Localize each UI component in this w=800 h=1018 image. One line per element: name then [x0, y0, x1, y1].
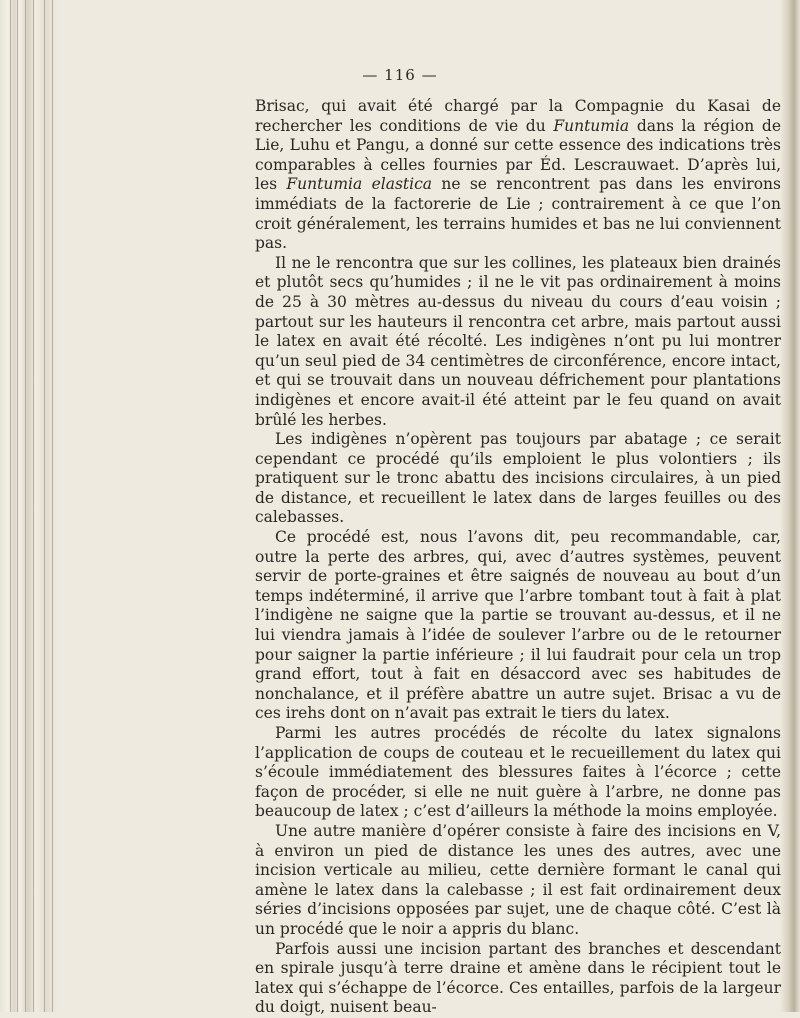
paragraph: [255, 724, 781, 822]
paragraph: [255, 97, 781, 254]
paragraph: [255, 254, 781, 430]
text-run: Parmi les autres procédés de récolte du latex signalons l’application de coups de couteau et le recueillement du latex qui s’écoule immédiatement des blessures faites à l’écorce ; cette façon de procéder, si elle ne nuit guère à l’arbre, ne donne pas beaucoup de latex ; c’est d’ailleurs la méthode la moins employée.: [255, 724, 781, 821]
text-run: Une autre manière d’opérer consiste à faire des incisions en V, à environ un pied de distance les unes des autres, avec une incision verticale au milieu, cette dernière formant le canal qui amène le latex dans la calebasse ; il est fait ordinairement deux séries d’incisions opposées par sujet, une de chaque côté. C’est là un procédé que le noir a appris du blanc.: [255, 821, 781, 938]
paragraph: [255, 940, 781, 1018]
body-text: [255, 97, 781, 1018]
text-run: Les indigènes n’opèrent pas toujours par abatage ; ce serait cependant ce procédé qu’ils emploient le plus volontiers ; ils pratiquent sur le tronc abattu des incisions circulaires, à un pied de distance, et recueillent le latex dans de larges feuilles ou des calebasses.: [255, 430, 781, 527]
text-run: dans la région de Lie, Luhu et Pangu, a donné sur cette essence des indications très comparables à celles fournies par Éd. Lescrauwaet. D’après lui, les: [255, 116, 781, 194]
italic-species-name: Funtumia elastica: [286, 175, 433, 194]
text-run: Il ne le rencontra que sur les collines, les plateaux bien drainés et plutôt secs qu’humides ; il ne le vit pas ordinairement à moins de 25 à 30 mètres au-dessus du niveau du cours d’eau voisin ; partout sur les hauteurs il rencontra cet arbre, mais partout aussi le latex en avait été récolté. Les indigènes n’ont pu lui montrer qu’un seul pied de 34 centimètres de circonférence, encore intact, et qui se trouvait dans un nouveau défrichement pour plantations indigènes et encore avait-il été atteint par le feu quand on avait brûlé les herbes.: [255, 253, 781, 429]
paragraph: [255, 822, 781, 940]
italic-species-name: Funtumia: [553, 116, 630, 135]
text-run: Brisac, qui avait été chargé par la Compagnie du Kasai de rechercher les conditions de vie du: [255, 97, 781, 135]
paragraph: [255, 528, 781, 724]
paragraph: [255, 430, 781, 528]
book-binding-edge: [0, 0, 58, 1012]
text-run: Ce procédé est, nous l’avons dit, peu recommandable, car, outre la perte des arbres, qui, avec d’autres systèmes, peuvent servir de porte-graines et être saignés de nouveau au bout d’un temps indéterminé, il arrive que l’arbre tombant tout à fait à plat l’indigène ne saigne que la partie se trouvant au-dessus, et il ne lui viendra jamais à l’idée de soulever l’arbre ou de le retourner pour saigner la partie inférieure ; il lui faudrait pour cela un trop grand effort, tout à fait en désaccord avec ses habitudes de nonchalance, et il préfère abattre un autre sujet. Brisac a vu de ces irehs dont on n’avait pas extrait le tiers du latex.: [255, 528, 781, 723]
text-run: ne se rencontrent pas dans les environs immédiats de la factorerie de Lie ; contrairement à ce que l’on croit généralement, les terrains humides et bas ne lui conviennent pas.: [255, 175, 781, 253]
page-number: — 116 —: [362, 66, 438, 84]
text-run: Parfois aussi une incision partant des branches et descendant en spirale jusqu’à terre draine et amène dans le récipient tout le latex qui s’échappe de l’écorce. Ces entailles, parfois de la largeur du doigt, nuisent beau-: [255, 939, 781, 1017]
page-right-edge: [780, 0, 800, 1012]
